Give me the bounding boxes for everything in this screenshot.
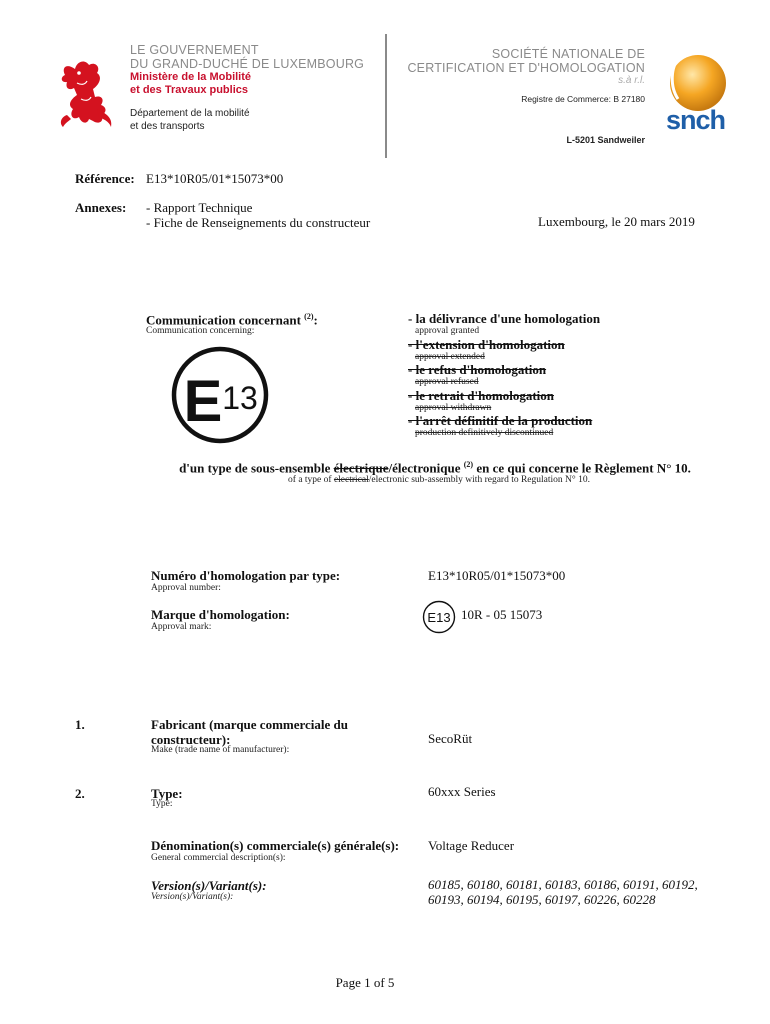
approval-number-label: Numéro d'homologation par type: <box>151 568 341 583</box>
snch-title <box>385 47 645 75</box>
type-line <box>0 460 770 476</box>
annex-item: - Rapport Technique <box>146 200 253 215</box>
option-en: production definitively discontinued <box>415 428 554 438</box>
option-fr: - l'arrêt définitif de la production <box>408 413 593 428</box>
approval-mark-value: 10R - 05 15073 <box>461 607 543 622</box>
item-label: Type: <box>151 786 183 801</box>
approval-number-value: E13*10R05/01*15073*00 <box>428 568 566 583</box>
e13-mark-number: 13 <box>222 380 258 416</box>
option-en: approval withdrawn <box>415 402 492 413</box>
e13-mark-letter: E <box>183 369 223 434</box>
snch-sphere-icon <box>670 55 726 111</box>
type-line-en-part1: of a type of <box>288 475 334 485</box>
approval-mark-sublabel: Approval mark: <box>151 622 212 632</box>
snch-address: L-5201 Sandweiler <box>566 135 645 145</box>
item-number: 2. <box>75 786 85 801</box>
footnote-ref: (2) <box>304 312 314 321</box>
option-fr: - le refus d'homologation <box>408 362 547 377</box>
item-number: 1. <box>75 717 85 732</box>
item-label <box>151 717 348 747</box>
annexes-label: Annexes: <box>75 200 127 215</box>
e13-small-mark <box>422 600 456 639</box>
annexes-list <box>146 200 370 230</box>
type-line-part1: d'un type de sous-ensemble <box>179 460 334 476</box>
gov-title-line2: DU GRAND-DUCHÉ DE LUXEMBOURG <box>130 57 365 71</box>
option-en: approval extended <box>415 351 485 362</box>
versions-value <box>428 877 698 907</box>
reference-label: Référence: <box>75 171 135 186</box>
snch-title-line2: CERTIFICATION ET D'HOMOLOGATION <box>407 61 645 75</box>
approval-number-sublabel: Approval number: <box>151 583 221 593</box>
option-item <box>408 363 600 389</box>
dept-line2: et des transports <box>130 120 205 132</box>
option-en: approval granted <box>415 326 480 336</box>
option-item <box>408 338 600 364</box>
communication-label-text: Communication concernant <box>146 312 301 328</box>
annex-item: - Fiche de Renseignements du constructeur <box>146 215 371 230</box>
ministry-name <box>130 71 251 97</box>
versions-label: Version(s)/Variant(s): <box>151 878 267 893</box>
department-name <box>130 108 250 133</box>
type-line-part2: /électronique <box>388 460 464 476</box>
ministry-line1: Ministère de la Mobilité <box>130 71 252 83</box>
type-line-en-struck: electrical <box>333 475 369 485</box>
page-number: Page 1 of 5 <box>335 975 395 990</box>
type-line-part3: en ce qui concerne le Règlement N° 10. <box>473 460 691 476</box>
option-item <box>408 389 600 415</box>
e13-small-mark-text: E13 <box>427 610 451 625</box>
option-fr: - le retrait d'homologation <box>408 387 554 403</box>
denomination-label: Dénomination(s) commerciale(s) générale(s): <box>151 838 400 853</box>
versions-value-line2: 60193, 60194, 60195, 60197, 60226, 60228 <box>428 892 656 907</box>
item-label-line2: constructeur): <box>151 732 231 747</box>
item-label-line1: Fabricant (marque commerciale du <box>151 717 349 732</box>
trade-register: Registre de Commerce: B 27180 <box>521 94 645 104</box>
option-fr: - l'extension d'homologation <box>408 336 565 352</box>
type-line-en <box>0 475 770 485</box>
luxembourg-lion-logo <box>57 55 117 136</box>
type-line-footnote: (2) <box>463 460 474 469</box>
approval-mark-label: Marque d'homologation: <box>151 607 290 622</box>
snch-legal-form: s.à r.l. <box>618 75 645 86</box>
gov-title-line1: LE GOUVERNEMENT <box>130 43 259 57</box>
e13-approval-mark <box>170 345 270 450</box>
item-sublabel: Type: <box>151 799 173 809</box>
option-item <box>408 312 600 338</box>
communication-sublabel: Communication concerning: <box>146 326 255 336</box>
option-fr: - la délivrance d'une homologation <box>408 311 601 326</box>
versions-value-line1: 60185, 60180, 60181, 60183, 60186, 60191, 60192, <box>428 877 698 892</box>
option-item <box>408 414 600 440</box>
government-title <box>130 43 364 71</box>
ministry-line2: et des Travaux publics <box>130 84 248 96</box>
snch-title-line1: SOCIÉTÉ NATIONALE DE <box>491 47 645 61</box>
item-value: 60xxx Series <box>428 784 496 799</box>
snch-logo-text: snch <box>666 105 726 135</box>
denomination-sublabel: General commercial description(s): <box>151 853 286 863</box>
reference-value: E13*10R05/01*15073*00 <box>146 171 284 186</box>
item-value: SecoRüt <box>428 731 473 746</box>
versions-sublabel: Version(s)/Variant(s): <box>151 892 234 902</box>
document-date: Luxembourg, le 20 mars 2019 <box>538 214 695 229</box>
option-en: approval refused <box>415 377 479 387</box>
type-line-en-part2: /electronic sub-assembly with regard to Regulation N° 10. <box>368 475 590 485</box>
dept-line1: Département de la mobilité <box>130 108 250 119</box>
denomination-value: Voltage Reducer <box>428 838 515 853</box>
communication-options <box>408 312 600 440</box>
type-line-struck: électrique <box>333 460 389 476</box>
communication-colon: : <box>313 312 318 328</box>
item-sublabel: Make (trade name of manufacturer): <box>151 745 290 755</box>
snch-logo <box>660 47 740 144</box>
